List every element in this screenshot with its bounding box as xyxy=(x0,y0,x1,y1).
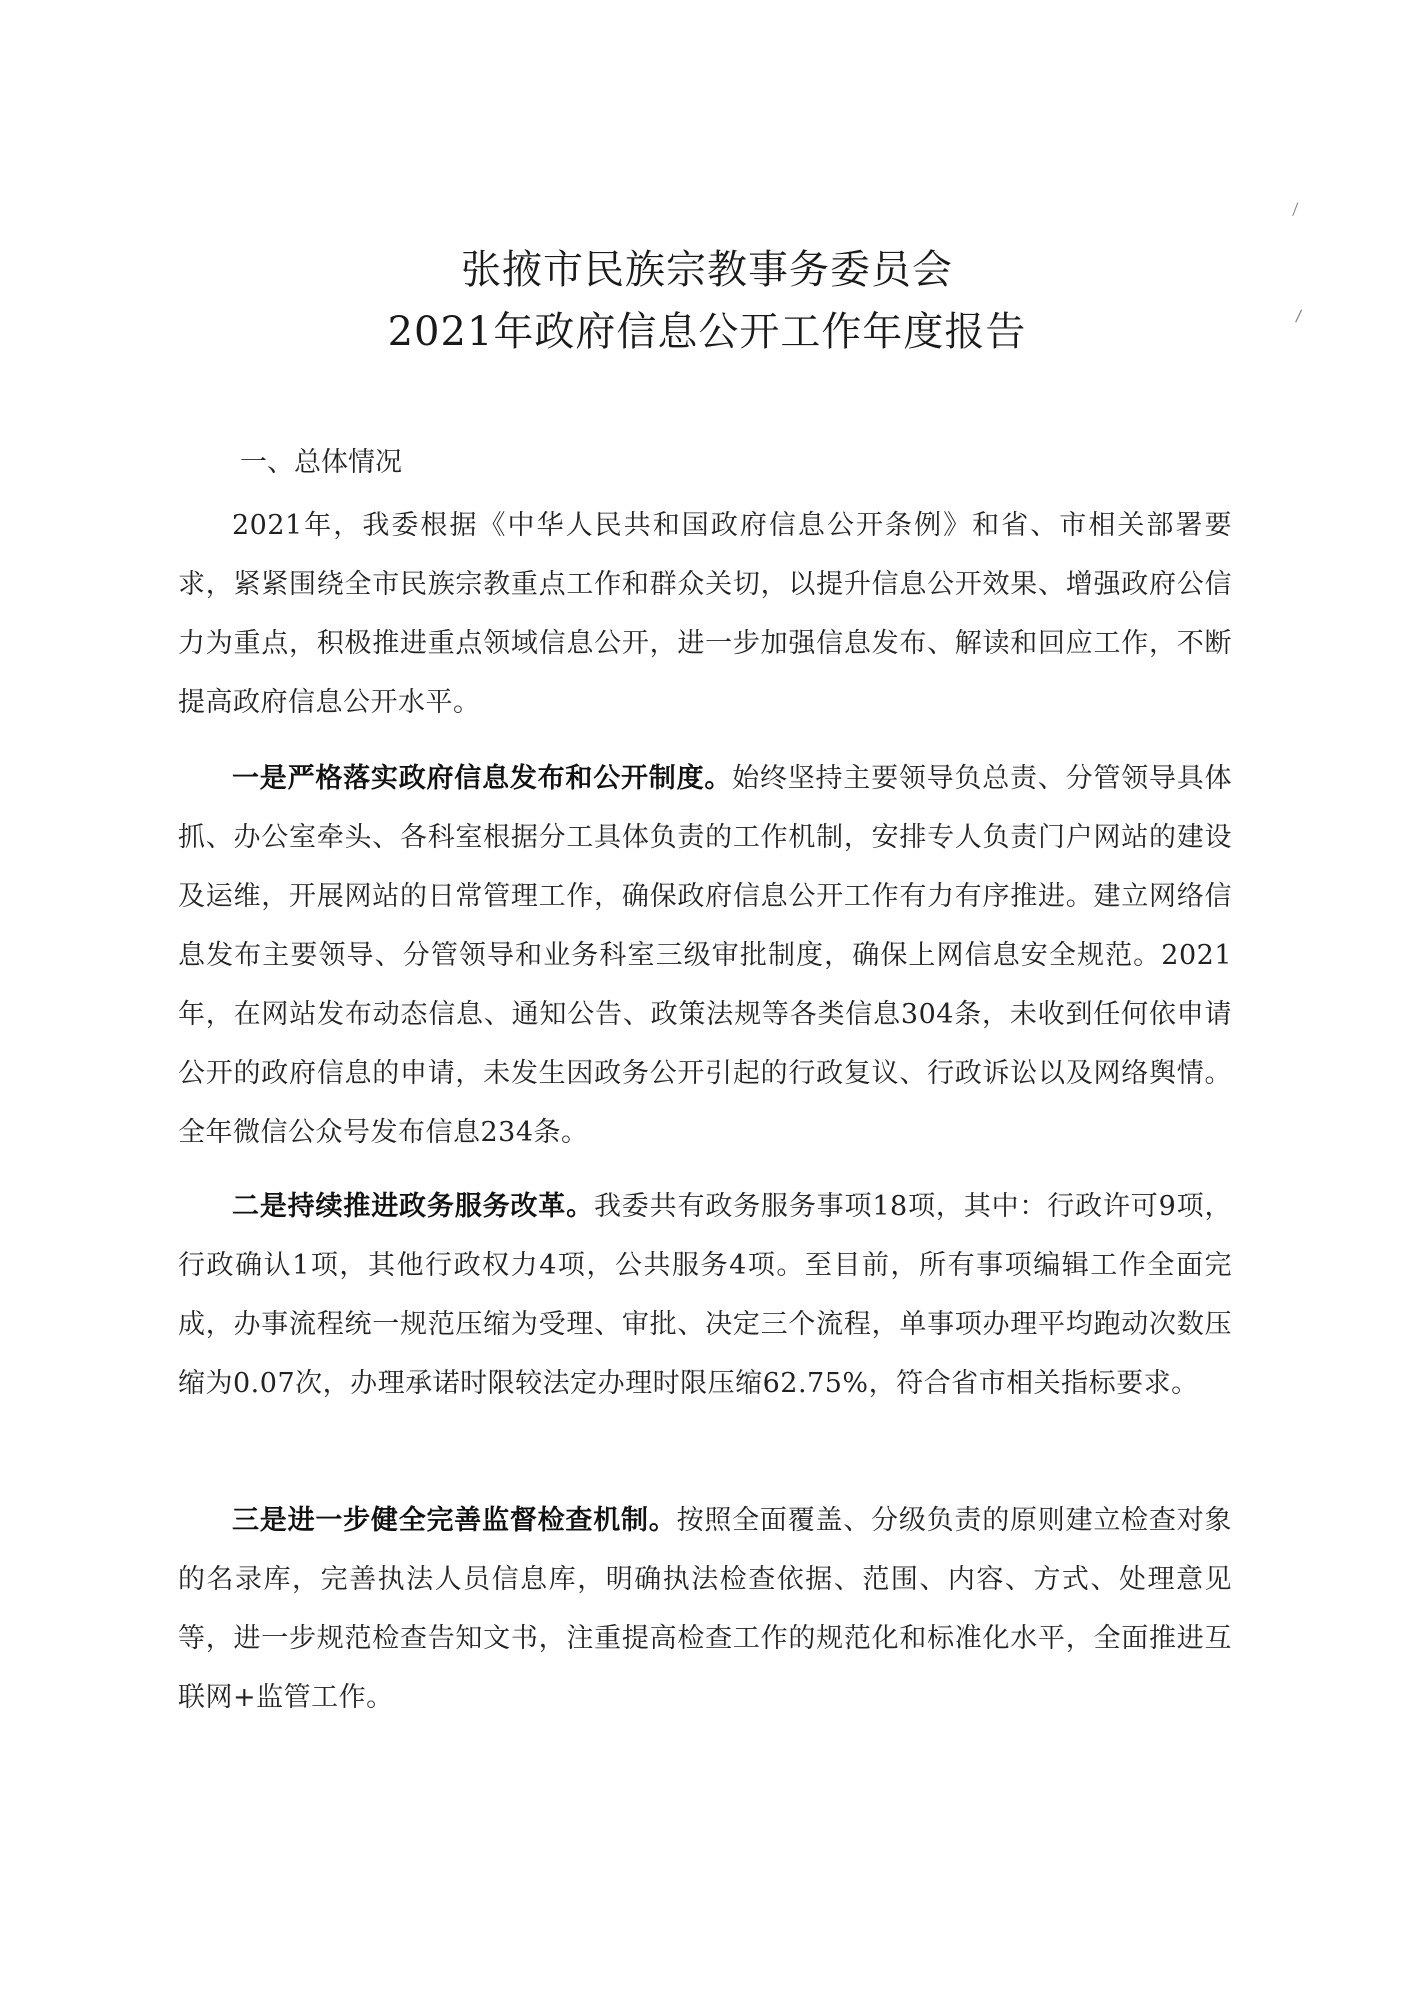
paragraph-lead: 三是进一步健全完善监督检查机制。 xyxy=(232,1505,677,1536)
paragraph-info-release xyxy=(178,749,1232,1162)
paragraph-overview xyxy=(178,496,1232,732)
paragraph-service-reform xyxy=(178,1177,1232,1413)
paragraph-text: 2021年，我委根据《中华人民共和国政府信息公开条例》和省、市相关部署要求，紧紧围绕全市民族宗教重点工作和群众关切，以提升信息公开效果、增强政府公信力为重点，积极推进重点领域信息公开，进一步加强信息发布、解读和回应工作，不断提高政府信息公开水平。 xyxy=(178,510,1232,718)
paragraph-lead: 二是持续推进政务服务改革。 xyxy=(232,1191,594,1222)
paragraph-text: 始终坚持主要领导负总责、分管领导具体抓、办公室牵头、各科室根据分工具体负责的工作机制，安排专人负责门户网站的建设及运维，开展网站的日常管理工作，确保政府信息公开工作有力有序推进。建立网络信息发布主要领导、分管领导和业务科室三级审批制度，确保上网信息安全规范。2021年，在网站发布动态信息、通知公告、政策法规等各类信息304条，未收到任何依申请公开的政府信息的申请，未发生因政务公开引起的行政复议、行政诉讼以及网络舆情。全年微信公众号发布信息234条。 xyxy=(178,763,1233,1148)
paragraph-text: 我委共有政务服务事项18项，其中：行政许可9项，行政确认1项，其他行政权力4项，公共服务4项。至目前，所有事项编辑工作全面完成，办事流程统一规范压缩为受理、审批、决定三个流程，单事项办理平均跑动次数压缩为0.07次，办理承诺时限较法定办理时限压缩62.75%，符合省市相关指标要求。 xyxy=(178,1191,1233,1399)
document-title-line2: 2021年政府信息公开工作年度报告 xyxy=(387,309,1027,355)
paragraph-text: 按照全面覆盖、分级负责的原则建立检查对象的名录库，完善执法人员信息库，明确执法检查依据、范围、内容、方式、处理意见等，进一步规范检查告知文书，注重提高检查工作的规范化和标准化水平，全面推进互联网+监管工作。 xyxy=(178,1505,1233,1713)
scan-artifact: ∕ xyxy=(1294,305,1303,326)
paragraph-lead: 一是严格落实政府信息发布和公开制度。 xyxy=(232,763,733,794)
paragraph-supervision xyxy=(178,1491,1232,1727)
document-title-line1: 张掖市民族宗教事务委员会 xyxy=(461,247,953,293)
scan-artifact: ⁄ xyxy=(1292,199,1299,220)
section-heading-overview: 一、总体情况 xyxy=(240,447,402,478)
